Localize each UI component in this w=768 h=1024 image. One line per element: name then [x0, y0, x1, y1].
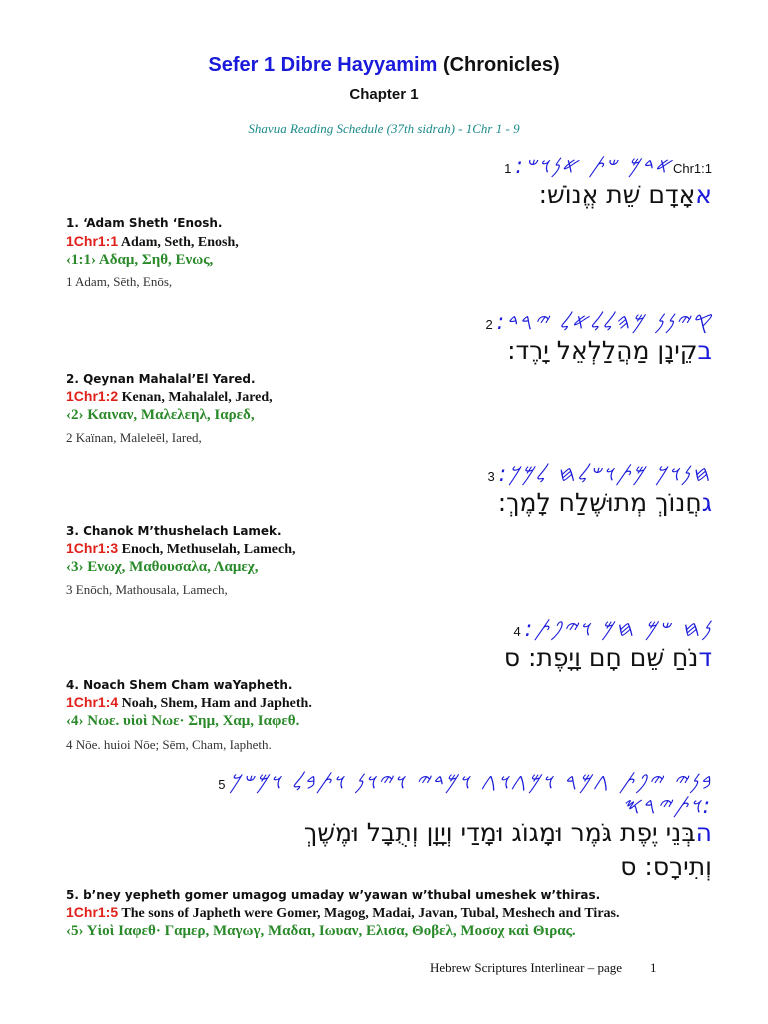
english-ref: 1Chr1:2: [66, 388, 119, 404]
verse-letter: ג: [701, 488, 712, 517]
paleo-line-4: [514, 617, 712, 642]
english-line: [66, 233, 239, 251]
english-line: [66, 694, 312, 712]
hebrew-text: נֹחַ שֵׁם חָם וָיָפֶת: ס: [503, 643, 699, 672]
verse-letter: ב: [697, 336, 712, 365]
book-title: Sefer 1 Dibre Hayyamim: [208, 54, 438, 76]
english-text: Enoch, Methuselah, Lamech,: [121, 542, 296, 557]
hebrew-line-1: [52, 180, 712, 209]
verse-ref: 5: [218, 777, 226, 792]
hebrew-line-2: [52, 336, 712, 365]
english-text: Noah, Shem, Ham and Japheth.: [121, 696, 312, 711]
book-subtitle: (Chronicles): [442, 54, 560, 76]
verse-letter: ה: [695, 818, 712, 847]
english-text: Kenan, Mahalalel, Jared,: [121, 390, 273, 405]
reading-schedule: Shavua Reading Schedule (37th sidrah) - 1Chr 1 - 9: [248, 121, 520, 136]
hebrew-text: בְּנֵי יֶפֶת גֹּמֶר וּמָגוֹג וּמָדַי וְיָוָן וְתֻבָל וּמֶשֶׁךְ: [303, 818, 696, 847]
english-line: [66, 904, 619, 922]
paleo-line-3: [488, 462, 712, 487]
english-ref: 1Chr1:3: [66, 540, 119, 556]
transliteration: 5. b’ney yepheth gomer umagog umaday w’yawan w’thubal umeshek w’thiras.: [66, 888, 601, 902]
paleo-line-5: [218, 770, 712, 795]
english-ref: 1Chr1:5: [66, 904, 119, 920]
page-footer: [430, 960, 657, 976]
paleo-line-2: [486, 310, 713, 335]
greek-line: ‹3› Ενωχ, Μαθουσαλα, Λαμεχ,: [66, 559, 259, 575]
transliteration: 1. ‘Adam Sheth ‘Enosh.: [66, 216, 223, 230]
greek-line: ‹2› Καιναν, Μαλελεηλ, Ιαρεδ,: [66, 407, 255, 423]
greek-line: ‹4› Νωε. υἱοὶ Νωε· Σημ, Χαμ, Ιαφεθ.: [66, 713, 300, 729]
english-line: [66, 388, 273, 406]
paleo-text: 𐤀𐤃𐤌 𐤔𐤕 𐤀𐤍𐤅𐤔:: [515, 154, 673, 179]
greek-line: ‹1:1› Αδαμ, Σηθ, Ενως,: [66, 252, 214, 268]
transliteration: 4. Noach Shem Cham waYapheth.: [66, 678, 293, 692]
english-ref: 1Chr1:4: [66, 694, 119, 710]
paleo-text: 𐤍𐤇 𐤔𐤌 𐤇𐤌 𐤅𐤉𐤐𐤕:: [524, 617, 712, 642]
hebrew-line-4: [52, 643, 712, 672]
verse-ref: 4: [513, 624, 521, 639]
lxx-translit: 2 Kaïnan, Maleleēl, Iared,: [66, 430, 202, 445]
hebrew-line-5: [52, 818, 712, 847]
hebrew-text: קֵינָן מַהֲלַלְאֵל יָרֶד:: [507, 336, 698, 365]
verse-ref: 2: [485, 317, 493, 332]
hebrew-line-5b: [52, 852, 712, 881]
verse-ref: 3: [487, 469, 495, 484]
transliteration: 3. Chanok M’thushelach Lamek.: [66, 524, 282, 538]
footer-text: Hebrew Scriptures Interlinear – page: [430, 960, 623, 975]
hebrew-text: אָדָם שֵׁת אֱנוֹשׁ:: [538, 180, 696, 209]
english-line: [66, 540, 295, 558]
page-title: [0, 54, 768, 77]
english-ref: 1Chr1:1: [66, 233, 119, 249]
hebrew-line-3: [52, 488, 712, 517]
transliteration: 2. Qeynan Mahalal’El Yared.: [66, 372, 256, 386]
lxx-translit: 4 Nōe. huioi Nōe; Sēm, Cham, Iapheth.: [66, 737, 272, 752]
paleo-line-1: [504, 154, 712, 179]
paleo-text: 𐤇𐤍𐤅𐤊 𐤌𐤕𐤅𐤔𐤋𐤇 𐤋𐤌𐤊:: [498, 462, 712, 487]
hebrew-text: חֲנוֹךְ מְתוּשֶׁלַח לָמֶךְ:: [497, 488, 702, 517]
english-text: Adam, Seth, Enosh,: [120, 235, 239, 250]
lxx-translit: 1 Adam, Sēth, Enōs,: [66, 274, 173, 289]
chapter-heading: Chapter 1: [349, 86, 419, 103]
lxx-translit: 3 Enōch, Mathousala, Lamech,: [66, 582, 228, 597]
verse-letter: ד: [698, 643, 712, 672]
page-number: 1: [650, 960, 657, 975]
verse-letter: א: [695, 180, 712, 209]
paleo-text: 𐤁𐤍𐤉 𐤉𐤐𐤕 𐤂𐤌𐤓 𐤅𐤌𐤂𐤅𐤂 𐤅𐤌𐤃𐤉 𐤅𐤉𐤅𐤍 𐤅𐤕𐤁𐤋 𐤅𐤌𐤔𐤊: [229, 770, 712, 795]
paleo-text: 𐤅𐤕𐤉𐤓𐤎:: [621, 794, 712, 819]
hebrew-text: וְתִירָס: ס: [620, 852, 712, 881]
verse-ref: 1Chr1:1: [504, 161, 712, 176]
paleo-text: 𐤒𐤉𐤍𐤍 𐤌𐤄𐤋𐤋𐤀𐤋 𐤉𐤓𐤃:: [496, 310, 712, 335]
greek-line: ‹5› Υἱοὶ Ιαφεθ· Γαμερ, Μαγωγ, Μαδαι, Ιωυαν, Ελισα, Θοβελ, Μοσοχ καὶ Θιρας.: [66, 923, 576, 939]
paleo-line-5b: [622, 794, 712, 819]
english-text: The sons of Japheth were Gomer, Magog, Madai, Javan, Tubal, Meshech and Tiras.: [121, 906, 620, 921]
